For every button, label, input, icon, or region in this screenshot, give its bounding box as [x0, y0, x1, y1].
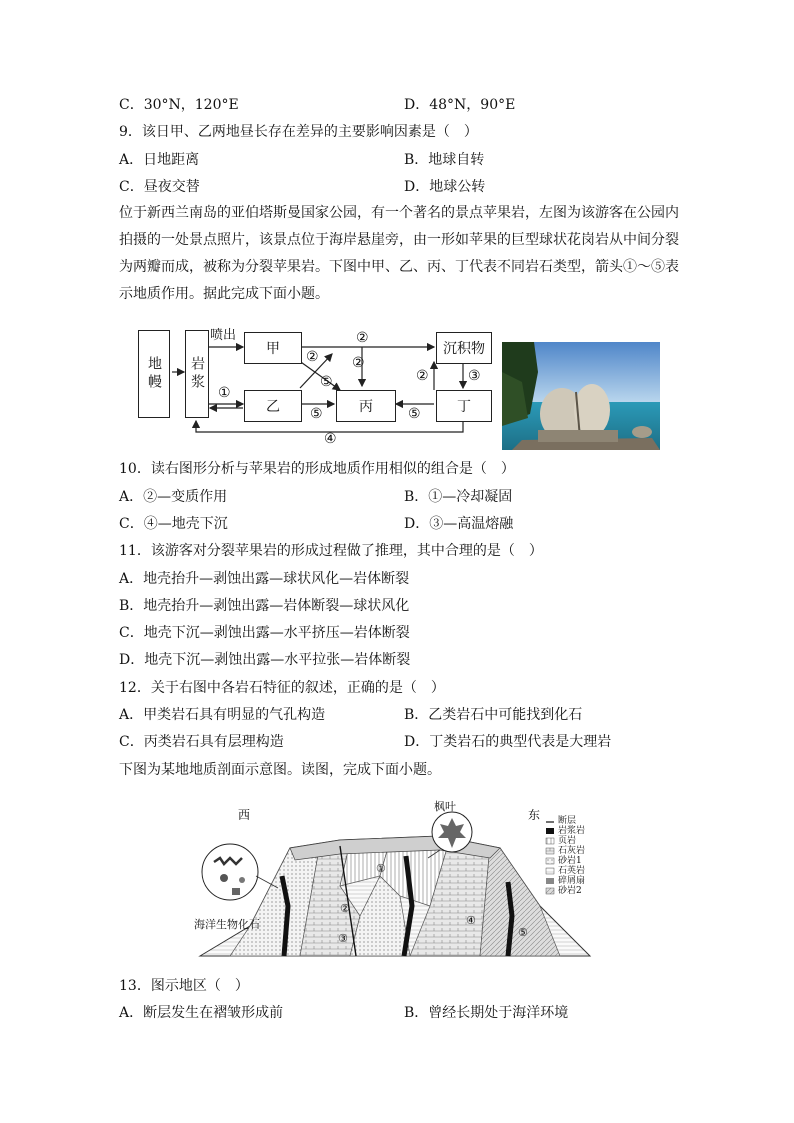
arrow-label-4: ④ [324, 431, 337, 447]
magma-box: 岩浆 [185, 330, 209, 418]
profile-drawing [190, 796, 610, 962]
passage-profile: 下图为某地地质剖面示意图。读图，完成下面小题。 [119, 762, 441, 778]
legend-fault: 断层 [558, 816, 577, 826]
q10-option-a: A．②—变质作用 [119, 489, 228, 505]
arrow-label-3: ③ [468, 368, 481, 384]
legend-shale: 页岩 [558, 836, 577, 846]
q11-option-c: C．地壳下沉—剥蚀出露—水平挤压—岩体断裂 [119, 625, 410, 641]
legend-sandstone2: 砂岩2 [558, 886, 582, 896]
q9-option-c: C．昼夜交替 [119, 179, 200, 195]
layer-label-2: ② [340, 902, 350, 915]
q9-option-d: D．地球公转 [404, 179, 486, 195]
split-apple-rock-photo [502, 342, 660, 450]
rock-jia-box: 甲 [244, 332, 302, 364]
legend-quartzite: 石英岩 [558, 866, 586, 876]
eruption-label: 喷出 [210, 328, 237, 343]
q10-option-d: D．③—高温熔融 [404, 516, 514, 532]
q8-option-d: D．48°N，90°E [404, 97, 516, 113]
q11-option-b: B．地壳抬升—剥蚀出露—岩体断裂—球状风化 [119, 598, 410, 614]
geologic-profile-diagram [190, 796, 610, 962]
q9-option-b: B．地球自转 [404, 152, 485, 168]
arrow-label-2c: ② [352, 355, 365, 371]
sediment-box: 沉积物 [436, 332, 492, 364]
q12-option-d: D．丁类岩石的典型代表是大理岩 [404, 734, 612, 750]
legend-magmatic: 岩浆岩 [558, 826, 586, 836]
q10-option-b: B．①—冷却凝固 [404, 489, 513, 505]
rock-cycle-diagram [138, 326, 498, 450]
q13-option-b: B．曾经长期处于海洋环境 [404, 1005, 569, 1021]
layer-label-5: ⑤ [518, 926, 528, 939]
profile-legend [558, 816, 585, 896]
arrow-label-2b: ② [356, 330, 369, 346]
direction-east: 东 [528, 808, 541, 822]
q12-option-c: C．丙类岩石具有层理构造 [119, 734, 284, 750]
arrow-label-5c: ⑤ [408, 406, 421, 422]
rock-yi-box: 乙 [244, 390, 302, 422]
direction-west: 西 [238, 808, 251, 822]
fossil-label: 海洋生物化石 [194, 918, 260, 931]
legend-sandstone1: 砂岩1 [558, 856, 582, 866]
q10-option-c: C．④—地壳下沉 [119, 516, 228, 532]
leaf-label: 枫叶 [434, 800, 456, 813]
q12-option-a: A．甲类岩石具有明显的气孔构造 [119, 707, 326, 723]
passage-apple-rock: 位于新西兰南岛的亚伯塔斯曼国家公园，有一个著名的景点苹果岩，左图为该游客在公园内拍摄的一处景点照片，该景点位于海岸悬崖旁，由一形如苹果的巨型球状花岗岩从中间分裂为两瓣而成，被称为分裂苹果岩。下图中甲、乙、丙、丁代表不同岩石类型，箭头①～⑤表示地质作用。据此完成下面小题。 [119, 205, 679, 302]
q12-stem: 12．关于右图中各岩石特征的叙述，正确的是（ ） [119, 680, 445, 696]
arrow-label-5b: ⑤ [310, 406, 323, 422]
q10-stem: 10．读右图形分析与苹果岩的形成地质作用相似的组合是（ ） [119, 461, 515, 477]
layer-label-4: ④ [466, 914, 476, 927]
q11-option-d: D．地壳下沉—剥蚀出露—水平拉张—岩体断裂 [119, 652, 411, 668]
rock-ding-box: 丁 [436, 390, 492, 422]
arrow-label-1: ① [218, 385, 231, 401]
q13-option-a: A．断层发生在褶皱形成前 [119, 1005, 284, 1021]
q9-option-a: A．日地距离 [119, 152, 200, 168]
arrow-label-5a: ⑤ [320, 374, 333, 390]
q9-stem: 9．该日甲、乙两地昼长存在差异的主要影响因素是（ ） [119, 124, 478, 140]
q13-stem: 13．图示地区（ ） [119, 978, 249, 994]
q11-option-a: A．地壳抬升—剥蚀出露—球状风化—岩体断裂 [119, 571, 410, 587]
arrow-label-2d: ② [416, 368, 429, 384]
mantle-box: 地幔 [138, 330, 170, 418]
q12-option-b: B．乙类岩石中可能找到化石 [404, 707, 583, 723]
legend-debris-fan: 碎屑扇 [558, 876, 586, 886]
legend-limestone: 石灰岩 [558, 846, 586, 856]
layer-label-1: ① [376, 862, 386, 875]
q11-stem: 11．该游客对分裂苹果岩的形成过程做了推理，其中合理的是（ ） [119, 543, 543, 559]
q8-option-c: C．30°N，120°E [119, 97, 239, 113]
layer-label-3: ③ [338, 932, 348, 945]
arrow-label-2a: ② [306, 349, 319, 365]
rock-bing-box: 丙 [336, 390, 396, 422]
